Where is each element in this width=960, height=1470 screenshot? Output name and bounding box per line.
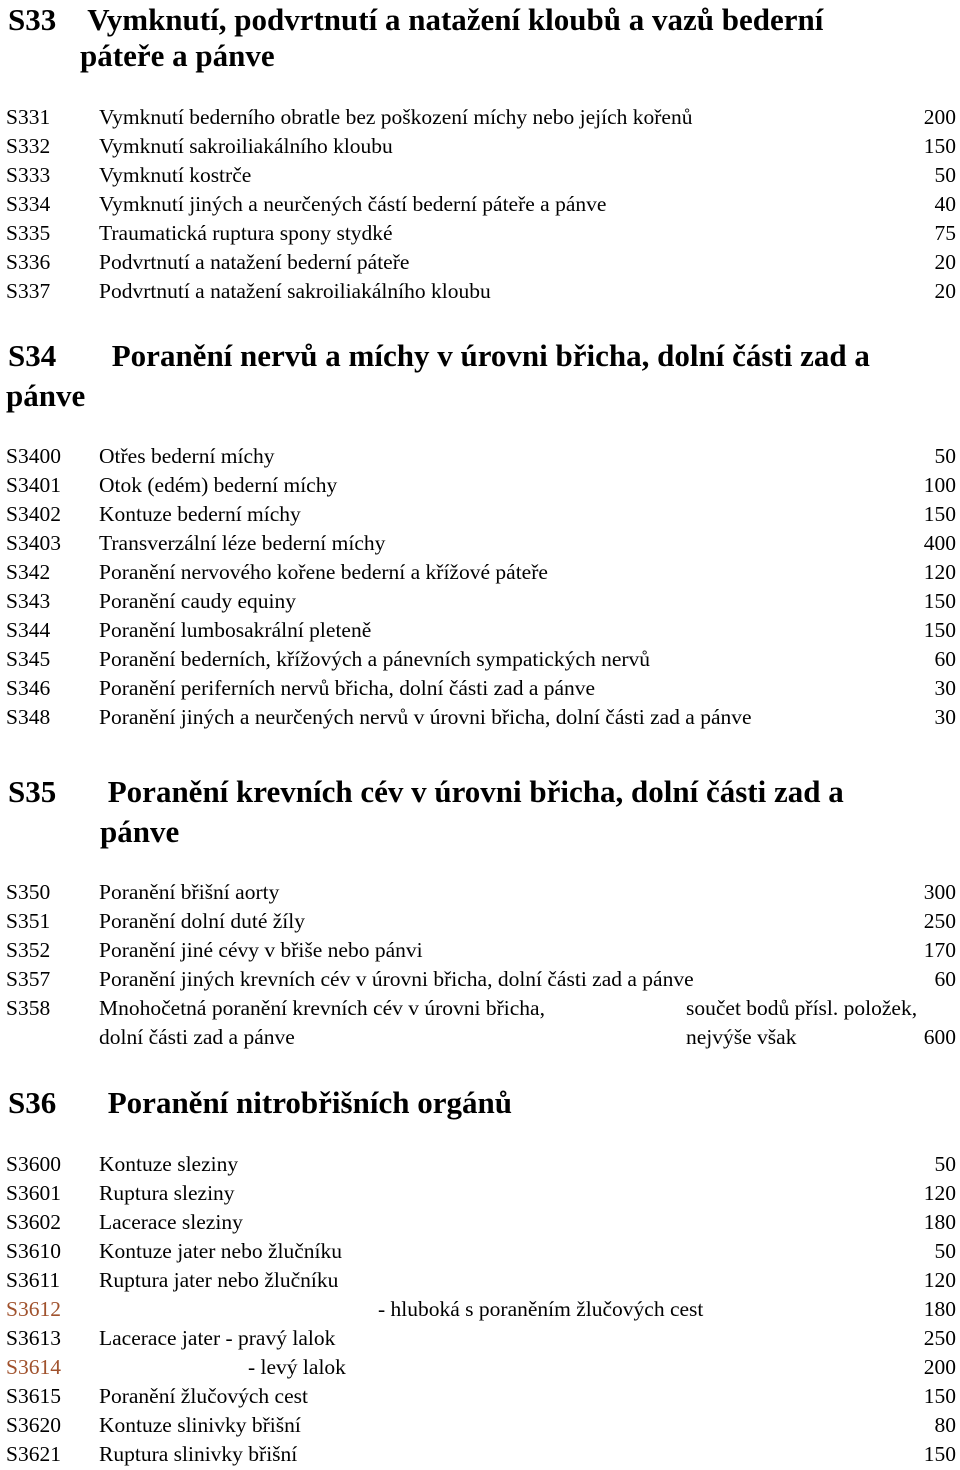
row-points: 50	[934, 444, 956, 468]
table-row	[6, 1150, 956, 1179]
section-heading-s36	[8, 1083, 953, 1123]
table-row	[6, 219, 956, 248]
section-heading-s35-line2	[100, 812, 950, 852]
row-desc: Otřes bederní míchy	[99, 444, 275, 468]
row-points: 75	[934, 221, 956, 245]
row-points: 180	[923, 1210, 956, 1234]
row-points: 60	[934, 967, 956, 991]
row-code: S348	[6, 705, 51, 729]
row-desc: Traumatická ruptura spony stydké	[99, 221, 393, 245]
table-row	[6, 587, 956, 616]
row-note: nejvýše však	[686, 1025, 797, 1049]
row-desc: Poranění dolní duté žíly	[99, 909, 306, 933]
row-points: 200	[923, 1355, 956, 1379]
table-row	[6, 1237, 956, 1266]
row-note: součet bodů přísl. položek,	[686, 996, 918, 1020]
table-row	[6, 965, 956, 994]
row-points: 20	[934, 279, 956, 303]
row-code: S3611	[6, 1268, 61, 1292]
row-code: S346	[6, 676, 51, 700]
row-desc: Poranění nervového kořene bederní a křížové páteře	[99, 560, 548, 584]
row-points: 150	[923, 502, 956, 526]
row-desc: Poranění periferních nervů břicha, dolní části zad a pánve	[99, 676, 596, 700]
row-code: S335	[6, 221, 51, 245]
row-points: 170	[923, 938, 956, 962]
table-row	[6, 645, 956, 674]
table-row	[6, 1382, 956, 1411]
row-points: 150	[923, 1384, 956, 1408]
row-desc: Podvrtnutí a natažení bederní páteře	[99, 250, 410, 274]
row-desc: Mnohočetná poranění krevních cév v úrovni břicha,	[99, 996, 545, 1020]
section-title-cont: pánve	[100, 814, 180, 849]
row-points: 120	[923, 1181, 956, 1205]
table-row	[6, 994, 956, 1023]
row-points: 20	[934, 250, 956, 274]
table-row	[6, 1023, 956, 1052]
table-row	[6, 103, 956, 132]
section-title-cont: páteře a pánve	[80, 38, 275, 73]
row-code: S358	[6, 996, 51, 1020]
row-code: S3402	[6, 502, 61, 526]
row-code: S332	[6, 134, 51, 158]
table-row	[6, 616, 956, 645]
row-desc: Vymknutí jiných a neurčených částí bederní páteře a pánve	[99, 192, 607, 216]
row-code: S342	[6, 560, 51, 584]
row-points: 180	[923, 1297, 956, 1321]
row-points: 30	[934, 705, 956, 729]
section-code: S33	[8, 2, 57, 37]
row-desc: - levý lalok	[248, 1355, 346, 1379]
section-code: S36	[8, 1085, 57, 1120]
row-points: 50	[934, 1239, 956, 1263]
row-desc: Lacerace jater - pravý lalok	[99, 1326, 336, 1350]
row-code: S3621	[6, 1442, 61, 1466]
table-row	[6, 529, 956, 558]
row-desc: Ruptura jater nebo žlučníku	[99, 1268, 339, 1292]
row-code: S3614	[6, 1355, 61, 1379]
row-desc: Poranění lumbosakrální pleteně	[99, 618, 372, 642]
row-points: 150	[923, 1442, 956, 1466]
row-desc: Ruptura sleziny	[99, 1181, 235, 1205]
row-code: S352	[6, 938, 51, 962]
row-points: 250	[923, 909, 956, 933]
row-points: 200	[923, 105, 956, 129]
row-points: 80	[934, 1413, 956, 1437]
row-desc: - hluboká s poraněním žlučových cest	[378, 1297, 704, 1321]
section-title: Vymknutí, podvrtnutí a natažení kloubů a vazů bederní	[87, 2, 824, 37]
table-row	[6, 1266, 956, 1295]
row-points: 300	[923, 880, 956, 904]
row-desc: Ruptura slinivky břišní	[99, 1442, 298, 1466]
table-row	[6, 190, 956, 219]
table-row	[6, 936, 956, 965]
row-desc: Kontuze jater nebo žlučníku	[99, 1239, 342, 1263]
row-points: 50	[934, 163, 956, 187]
table-row	[6, 558, 956, 587]
table-row	[6, 248, 956, 277]
row-code: S351	[6, 909, 51, 933]
section-heading-s35	[8, 772, 953, 812]
row-desc: dolní části zad a pánve	[99, 1025, 295, 1049]
table-row	[6, 1353, 956, 1382]
table-row	[6, 277, 956, 306]
row-code: S3403	[6, 531, 61, 555]
section-title-cont: pánve	[6, 378, 86, 413]
row-code: S3600	[6, 1152, 61, 1176]
row-code: S357	[6, 967, 51, 991]
table-row	[6, 161, 956, 190]
row-code: S333	[6, 163, 51, 187]
row-points: 150	[923, 618, 956, 642]
row-desc: Poranění jiné cévy v břiše nebo pánvi	[99, 938, 423, 962]
row-desc: Lacerace sleziny	[99, 1210, 243, 1234]
section-code: S35	[8, 774, 57, 809]
table-row	[6, 1179, 956, 1208]
row-desc: Transverzální léze bederní míchy	[99, 531, 386, 555]
row-code: S3601	[6, 1181, 61, 1205]
table-row	[6, 1208, 956, 1237]
row-code: S336	[6, 250, 51, 274]
row-desc: Vymknutí sakroiliakálního kloubu	[99, 134, 393, 158]
row-points: 50	[934, 1152, 956, 1176]
row-desc: Poranění jiných a neurčených nervů v úrovni břicha, dolní části zad a pánve	[99, 705, 752, 729]
table-row	[6, 907, 956, 936]
row-points: 600	[923, 1025, 956, 1049]
row-code: S343	[6, 589, 51, 613]
row-code: S331	[6, 105, 51, 129]
row-code: S350	[6, 880, 51, 904]
section-heading-s34-line2	[6, 376, 951, 416]
row-desc: Kontuze bederní míchy	[99, 502, 301, 526]
row-desc: Poranění jiných krevních cév v úrovni břicha, dolní části zad a pánve	[99, 967, 694, 991]
row-points: 150	[923, 134, 956, 158]
row-desc: Poranění caudy equiny	[99, 589, 297, 613]
row-desc: Vymknutí bederního obratle bez poškození míchy nebo jejích kořenů	[99, 105, 693, 129]
table-row	[6, 1295, 956, 1324]
row-points: 250	[923, 1326, 956, 1350]
table-row	[6, 500, 956, 529]
row-code: S3602	[6, 1210, 61, 1234]
row-desc: Poranění břišní aorty	[99, 880, 280, 904]
section-title: Poranění krevních cév v úrovni břicha, dolní části zad a	[107, 774, 844, 809]
row-desc: Poranění bederních, křížových a pánevních sympatických nervů	[99, 647, 651, 671]
section-title: Poranění nervů a míchy v úrovni břicha, dolní části zad a	[111, 338, 870, 373]
row-code: S3401	[6, 473, 61, 497]
section-code: S34	[8, 338, 57, 373]
table-row	[6, 132, 956, 161]
row-desc: Vymknutí kostrče	[99, 163, 252, 187]
row-code: S344	[6, 618, 51, 642]
table-row	[6, 471, 956, 500]
row-code-text: S3613	[6, 1326, 61, 1350]
row-points: 30	[934, 676, 956, 700]
row-points: 120	[923, 560, 956, 584]
table-row	[6, 1440, 956, 1469]
table-row	[6, 1411, 956, 1440]
row-code: S3615	[6, 1384, 61, 1408]
row-desc: Podvrtnutí a natažení sakroiliakálního kloubu	[99, 279, 491, 303]
row-points: 100	[923, 473, 956, 497]
row-points: 60	[934, 647, 956, 671]
section-heading-s33-line2	[80, 36, 950, 76]
row-desc: Kontuze sleziny	[99, 1152, 239, 1176]
row-points: 150	[923, 589, 956, 613]
table-row	[6, 674, 956, 703]
row-code: S334	[6, 192, 51, 216]
table-row	[6, 703, 956, 732]
table-row	[6, 878, 956, 907]
section-heading-s33	[8, 0, 953, 40]
row-desc: Otok (edém) bederní míchy	[99, 473, 338, 497]
row-code: S3620	[6, 1413, 61, 1437]
section-title: Poranění nitrobřišních orgánů	[107, 1085, 512, 1120]
row-points: 120	[923, 1268, 956, 1292]
row-code: S337	[6, 279, 51, 303]
row-code: S3612	[6, 1297, 61, 1321]
section-heading-s34	[8, 336, 953, 376]
row-desc: Kontuze slinivky břišní	[99, 1413, 301, 1437]
row-code: S3400	[6, 444, 61, 468]
row-code: S345	[6, 647, 51, 671]
table-row	[6, 442, 956, 471]
row-code	[6, 1324, 61, 1353]
row-points: 40	[934, 192, 956, 216]
row-points: 400	[923, 531, 956, 555]
row-code: S3610	[6, 1239, 61, 1263]
row-desc: Poranění žlučových cest	[99, 1384, 308, 1408]
table-row	[6, 1324, 956, 1353]
